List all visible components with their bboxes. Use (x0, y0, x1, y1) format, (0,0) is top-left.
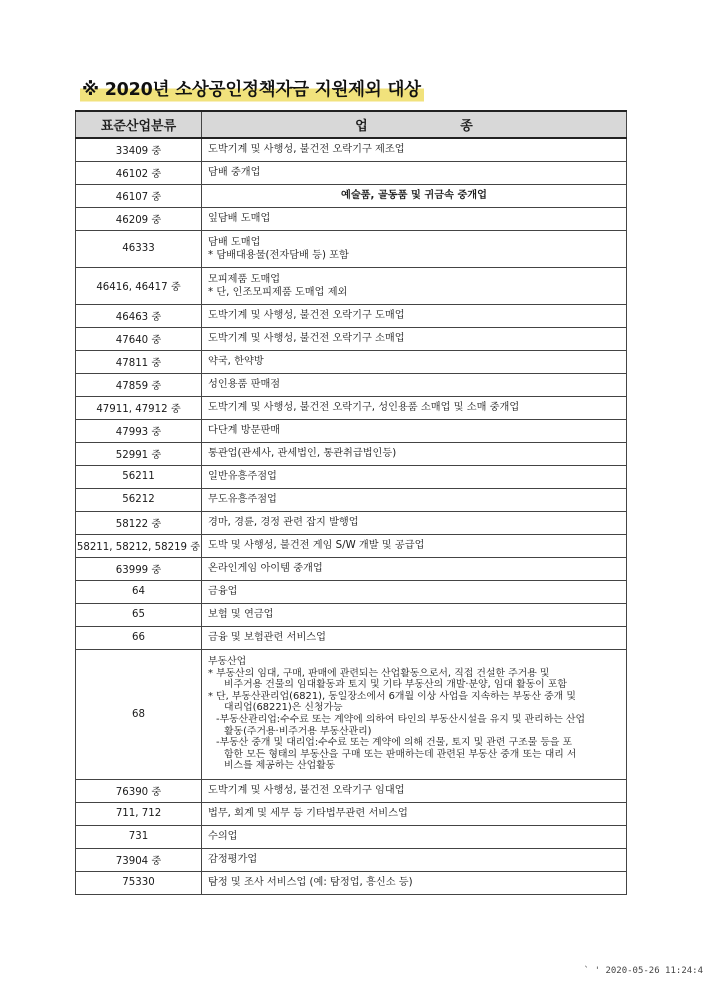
business-type-cell (202, 649, 627, 779)
industry-code-cell: 47993 중 (76, 419, 202, 442)
business-type-cell (202, 626, 627, 649)
header-business-type: 업 종 (202, 111, 627, 138)
table-row (76, 373, 627, 396)
business-type-line: * 단, 인조모피제품 도매업 제외 (208, 286, 348, 298)
business-type-line: 약국, 한약방 (208, 356, 264, 367)
header-industry-code: 표준산업분류 (76, 111, 202, 138)
business-type-line: 성인용품 판매점 (208, 379, 281, 390)
industry-code-cell: 46107 중 (76, 184, 202, 207)
table-row (76, 138, 627, 161)
table-header-row (76, 111, 627, 138)
business-type-line: * 부동산의 임대, 구매, 판매에 관련되는 산업활동으로서, 직접 건설한 주거용 및 (208, 667, 550, 679)
business-type-cell (202, 396, 627, 419)
table-row (76, 267, 627, 304)
business-type-line: 다단계 방문판매 (208, 425, 281, 436)
business-type-cell (202, 848, 627, 871)
industry-code-cell: 64 (76, 580, 202, 603)
business-type-cell (202, 871, 627, 894)
exclusion-table (75, 110, 627, 895)
business-type-line: 탐정 및 조사 서비스업 (예: 탐정업, 흥신소 등) (208, 877, 413, 888)
industry-code-cell: 46416, 46417 중 (76, 267, 202, 304)
industry-code-cell: 73904 중 (76, 848, 202, 871)
business-type-cell (202, 327, 627, 350)
business-type-line: 비스를 제공하는 산업활동 (224, 760, 336, 772)
business-type-cell (202, 511, 627, 534)
business-type-line: 무도유흥주점업 (208, 494, 277, 505)
business-type-line: 모피제품 도매업 (208, 273, 281, 285)
business-type-line: 함한 모든 형태의 부동산을 구매 또는 판매하는데 관련된 부동산 중개 또는 대리 서 (224, 748, 577, 760)
business-type-line: 금융 및 보험관련 서비스업 (208, 632, 326, 643)
business-type-line: 활동(주거용·비주거용 부동산관리) (224, 725, 372, 737)
business-type-line: 일반유흥주점업 (208, 471, 277, 482)
table-row (76, 350, 627, 373)
industry-code-cell: 58211, 58212, 58219 중 (76, 534, 202, 557)
industry-code-cell: 58122 중 (76, 511, 202, 534)
business-type-cell (202, 779, 627, 802)
table-row (76, 207, 627, 230)
industry-code-cell: 47811 중 (76, 350, 202, 373)
business-type-line: 도박기계 및 사행성, 불건전 오락기구, 성인용품 소매업 및 소매 중개업 (208, 402, 520, 413)
table-row (76, 649, 627, 779)
industry-code-cell: 46209 중 (76, 207, 202, 230)
table-row (76, 304, 627, 327)
industry-code-cell: 76390 중 (76, 779, 202, 802)
business-type-cell (202, 138, 627, 161)
business-type-line: * 담배대용물(전자담배 등) 포함 (208, 249, 349, 261)
table-row (76, 511, 627, 534)
business-type-cell (202, 230, 627, 267)
table-row (76, 802, 627, 825)
business-type-line: 도박기계 및 사행성, 불건전 오락기구 제조업 (208, 144, 405, 156)
industry-code-cell: 56211 (76, 465, 202, 488)
business-type-line: 대리업(68221)은 신청가능 (224, 702, 343, 714)
business-type-cell (202, 350, 627, 373)
industry-code-cell: 46333 (76, 230, 202, 267)
business-type-cell (202, 580, 627, 603)
industry-code-cell: 46102 중 (76, 161, 202, 184)
industry-code-cell: 56212 (76, 488, 202, 511)
business-type-cell (202, 465, 627, 488)
page-title: ※ 2020년 소상공인정책자금 지원제외 대상 (80, 77, 424, 103)
business-type-line: -부동산 중개 및 대리업:수수료 또는 계약에 의해 건물, 토지 및 관련 구조물 등을 포 (216, 737, 573, 749)
industry-code-cell: 47911, 47912 중 (76, 396, 202, 419)
business-type-line: 통관업(관세사, 관세법인, 통관취급법인등) (208, 448, 397, 459)
business-type-line: 예술품, 골동품 및 귀금속 중개업 (341, 190, 487, 201)
business-type-line: 도박기계 및 사행성, 불건전 오락기구 소매업 (208, 333, 405, 344)
business-type-cell (202, 802, 627, 825)
industry-code-cell: 66 (76, 626, 202, 649)
industry-code-cell: 75330 (76, 871, 202, 894)
table-row (76, 580, 627, 603)
industry-code-cell: 63999 중 (76, 557, 202, 580)
business-type-cell (202, 161, 627, 184)
table-row (76, 848, 627, 871)
business-type-line: 부동산업 (208, 656, 247, 668)
business-type-cell (202, 304, 627, 327)
industry-code-cell: 65 (76, 603, 202, 626)
table-row (76, 184, 627, 207)
industry-code-cell: 47859 중 (76, 373, 202, 396)
business-type-cell (202, 534, 627, 557)
table-row (76, 557, 627, 580)
business-type-line: 도박 및 사행성, 불건전 게임 S/W 개발 및 공급업 (208, 540, 425, 551)
table-row (76, 825, 627, 848)
industry-code-cell: 68 (76, 649, 202, 779)
business-type-line: 담배 도매업 (208, 236, 261, 248)
business-type-cell (202, 825, 627, 848)
table-row (76, 779, 627, 802)
business-type-cell (202, 488, 627, 511)
table-row (76, 465, 627, 488)
business-type-line: * 단, 부동산관리업(6821), 동일장소에서 6개월 이상 사업을 지속하는 부동산 중개 및 (208, 690, 576, 702)
business-type-cell (202, 373, 627, 396)
business-type-line: 도박기계 및 사행성, 불건전 오락기구 임대업 (208, 785, 405, 796)
industry-code-cell: 731 (76, 825, 202, 848)
table-row (76, 396, 627, 419)
table-row (76, 603, 627, 626)
business-type-line: 금융업 (208, 586, 238, 597)
business-type-line: 수의업 (208, 831, 238, 842)
business-type-cell (202, 184, 627, 207)
business-type-line: 잎담배 도매업 (208, 213, 271, 224)
business-type-line: 온라인게임 아이템 중개업 (208, 563, 323, 574)
table-row (76, 534, 627, 557)
industry-code-cell: 33409 중 (76, 138, 202, 161)
table-row (76, 871, 627, 894)
table-row (76, 419, 627, 442)
business-type-line: 감정평가업 (208, 854, 258, 865)
table-row (76, 327, 627, 350)
table-row (76, 161, 627, 184)
fax-timestamp: ` ' 2020-05-26 11:24:4 (583, 966, 703, 976)
industry-code-cell: 52991 중 (76, 442, 202, 465)
industry-code-cell: 47640 중 (76, 327, 202, 350)
industry-code-cell: 46463 중 (76, 304, 202, 327)
business-type-line: 도박기계 및 사행성, 불건전 오락기구 도매업 (208, 310, 405, 321)
table-row (76, 442, 627, 465)
business-type-line: 보험 및 연금업 (208, 609, 274, 620)
business-type-cell (202, 557, 627, 580)
business-type-line: -부동산관리업:수수료 또는 계약에 의하여 타인의 부동산시설을 유지 및 관리하는 산업 (216, 714, 586, 725)
business-type-line: 경마, 경륜, 경정 관련 잡지 발행업 (208, 517, 359, 528)
business-type-cell (202, 207, 627, 230)
table-row (76, 230, 627, 267)
business-type-cell (202, 419, 627, 442)
industry-code-cell: 711, 712 (76, 802, 202, 825)
business-type-line: 법무, 회계 및 세무 등 기타법무관련 서비스업 (208, 808, 408, 819)
table-row (76, 488, 627, 511)
table-row (76, 626, 627, 649)
business-type-cell (202, 603, 627, 626)
business-type-cell (202, 267, 627, 304)
business-type-cell (202, 442, 627, 465)
business-type-line: 담배 중개업 (208, 167, 261, 178)
business-type-line: 비주거용 건물의 임대활동과 토지 및 기타 부동산의 개발·분양, 임대 활동이 포함 (224, 679, 567, 691)
